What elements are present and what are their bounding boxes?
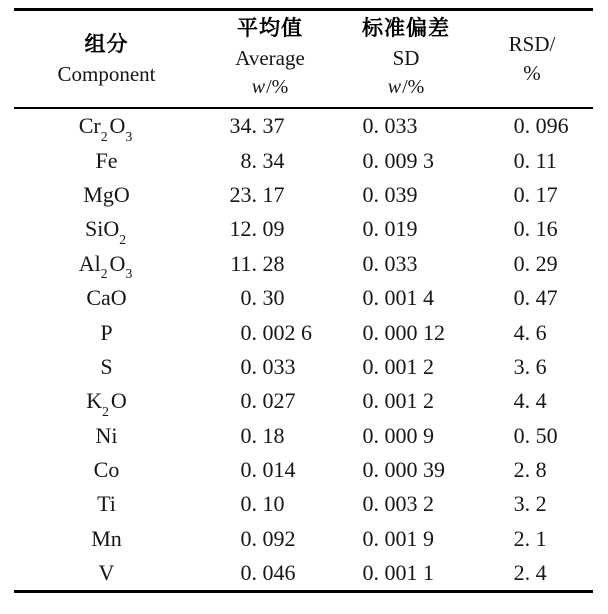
cell-rsd: 4 . 6 xyxy=(513,319,547,345)
header-rsd-line1: RSD/ xyxy=(508,32,556,56)
header-average xyxy=(199,11,341,107)
cell-average: 0 . 092 xyxy=(240,525,296,551)
cell-sd: 0 . 001 2 xyxy=(362,353,434,379)
cell-component: $K_2O$ xyxy=(86,388,127,419)
table-row xyxy=(14,419,593,453)
cell-rsd: 0 . 29 xyxy=(513,250,558,276)
cell-average: 0 . 10 xyxy=(240,491,285,517)
cell-average: 34 . 37 xyxy=(229,113,285,139)
cell-rsd: 0 . 50 xyxy=(513,422,558,448)
cell-average: 8 . 34 xyxy=(240,147,285,173)
cell-rsd: 2 . 4 xyxy=(513,560,547,586)
cell-component: $Al_2O_3$ xyxy=(78,250,133,282)
cell-component: Fe xyxy=(95,147,118,173)
cell-rsd: 4 . 4 xyxy=(513,388,547,414)
cell-sd: 0 . 033 xyxy=(362,113,418,139)
header-rsd xyxy=(471,11,593,107)
table-row xyxy=(14,487,593,521)
cell-rsd: 3 . 6 xyxy=(513,353,547,379)
cell-rsd: 0 . 096 xyxy=(513,113,569,139)
cell-component: MgO xyxy=(83,181,130,207)
cell-average: 0 . 014 xyxy=(240,457,296,483)
header-sd-quantity: w/% xyxy=(387,76,425,98)
header-sd-en: SD xyxy=(392,46,420,70)
cell-sd: 0 . 000 9 xyxy=(362,422,434,448)
table-row xyxy=(14,522,593,556)
cell-component: SiO$_2$ xyxy=(84,216,127,247)
cell-average: 0 . 30 xyxy=(240,285,285,311)
header-rsd-line2: % xyxy=(523,61,541,85)
cell-sd: 0 . 001 2 xyxy=(362,388,434,414)
cell-sd: 0 . 033 xyxy=(362,250,418,276)
table-row xyxy=(14,350,593,384)
header-component xyxy=(14,11,199,107)
cell-sd: 0 . 001 4 xyxy=(362,285,434,311)
cell-component: Mn xyxy=(91,525,122,551)
table-row xyxy=(14,178,593,212)
table-row xyxy=(14,315,593,349)
cell-sd: 0 . 003 2 xyxy=(362,491,434,517)
header-average-quantity: w/% xyxy=(251,76,289,98)
header-sd-zh: 标准偏差 xyxy=(362,17,450,40)
table-row xyxy=(14,143,593,177)
table-row xyxy=(14,247,593,281)
cell-rsd: 3 . 2 xyxy=(513,491,547,517)
header-component-zh: 组分 xyxy=(84,32,129,56)
cell-rsd: 0 . 11 xyxy=(513,147,557,173)
cell-component: Co xyxy=(93,457,120,483)
cell-component: S xyxy=(100,353,113,379)
cell-component: CaO xyxy=(86,285,127,311)
table-row xyxy=(14,556,593,590)
cell-sd: 0 . 000 39 xyxy=(362,457,445,483)
cell-sd: 0 . 000 12 xyxy=(362,319,445,345)
table-row xyxy=(14,453,593,487)
cell-average: 0 . 18 xyxy=(240,422,285,448)
table-body xyxy=(14,109,593,590)
cell-average: 23 . 17 xyxy=(229,181,285,207)
cell-average: 12 . 09 xyxy=(229,216,285,242)
cell-average: 0 . 046 xyxy=(240,560,296,586)
cell-component: Ni xyxy=(95,422,118,448)
cell-average: 0 . 033 xyxy=(240,353,296,379)
cell-component: Ti xyxy=(97,491,116,517)
cell-component: $Cr_2O_3$ xyxy=(78,113,133,144)
cell-rsd: 0 . 47 xyxy=(513,285,558,311)
table-row xyxy=(14,281,593,315)
cell-rsd: 2 . 8 xyxy=(513,457,547,483)
cell-component: V xyxy=(98,560,115,586)
header-component-en: Component xyxy=(57,61,156,86)
cell-average: 11 . 28 xyxy=(230,250,285,276)
cell-average: 0 . 027 xyxy=(240,388,296,414)
table-row xyxy=(14,384,593,418)
cell-rsd: 2 . 1 xyxy=(513,525,547,551)
cell-sd: 0 . 001 1 xyxy=(362,560,434,586)
cell-sd: 0 . 009 3 xyxy=(362,147,434,173)
table-header xyxy=(14,11,593,107)
cell-rsd: 0 . 16 xyxy=(513,216,558,242)
header-average-zh: 平均值 xyxy=(237,17,303,40)
cell-sd: 0 . 001 9 xyxy=(362,525,434,551)
table-row xyxy=(14,212,593,246)
header-sd xyxy=(341,11,471,107)
cell-average: 0 . 002 6 xyxy=(240,319,313,345)
cell-sd: 0 . 019 xyxy=(362,216,418,242)
cell-component: P xyxy=(100,319,113,345)
header-average-en: Average xyxy=(235,46,305,70)
table-row xyxy=(14,109,593,143)
table-bottom-rule xyxy=(14,590,593,593)
cell-sd: 0 . 039 xyxy=(362,181,418,207)
cell-rsd: 0 . 17 xyxy=(513,181,558,207)
